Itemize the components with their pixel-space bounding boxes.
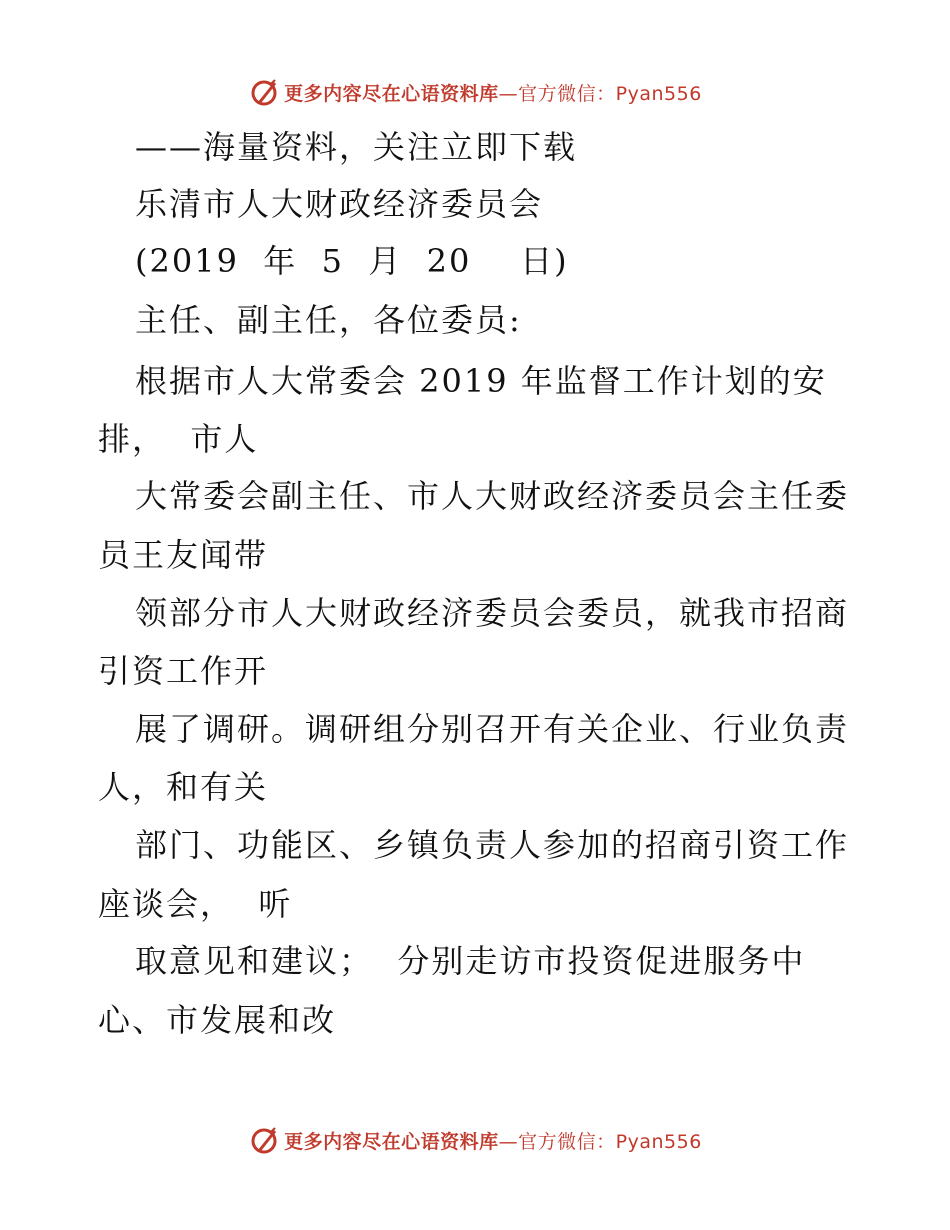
banner-brand-text: 更多内容尽在心语资料库 bbox=[284, 82, 499, 105]
text-line: 人，和有关 bbox=[98, 768, 269, 806]
text-line: 大常委会副主任、市人大财政经济委员会主任委 bbox=[135, 477, 850, 515]
text-line: 排， 市人 bbox=[98, 420, 259, 458]
text-line: ——海量资料，关注立即下载 bbox=[135, 128, 578, 166]
text-line: 座谈会， 听 bbox=[98, 885, 293, 923]
text-line: (2019 年 5 月 20 日) bbox=[135, 242, 569, 280]
text-line: 部门、功能区、乡镇负责人参加的招商引资工作 bbox=[135, 826, 850, 864]
text-line: 根据市人大常委会 2019 年监督工作计划的安 bbox=[135, 362, 827, 400]
text-line: 心、市发展和改 bbox=[98, 1001, 337, 1039]
banner-wechat-text: —官方微信：Pyan556 bbox=[498, 82, 702, 105]
quill-logo-icon bbox=[248, 76, 280, 108]
banner-brand-text: 更多内容尽在心语资料库 bbox=[284, 1130, 499, 1153]
quill-logo-icon bbox=[248, 1124, 280, 1156]
banner-wechat-text: —官方微信：Pyan556 bbox=[498, 1130, 702, 1153]
text-line: 员王友闻带 bbox=[98, 536, 269, 574]
text-line: 展了调研。调研组分别召开有关企业、行业负责 bbox=[135, 710, 850, 748]
text-line: 引资工作开 bbox=[98, 652, 269, 690]
text-line: 乐清市人大财政经济委员会 bbox=[135, 185, 544, 223]
header-banner bbox=[0, 72, 950, 112]
footer-banner bbox=[0, 1120, 950, 1160]
text-line: 主任、副主任，各位委员: bbox=[135, 301, 522, 339]
text-line: 领部分市人大财政经济委员会委员，就我市招商 bbox=[135, 594, 850, 632]
text-line: 取意见和建议； 分别走访市投资促进服务中 bbox=[135, 942, 806, 980]
